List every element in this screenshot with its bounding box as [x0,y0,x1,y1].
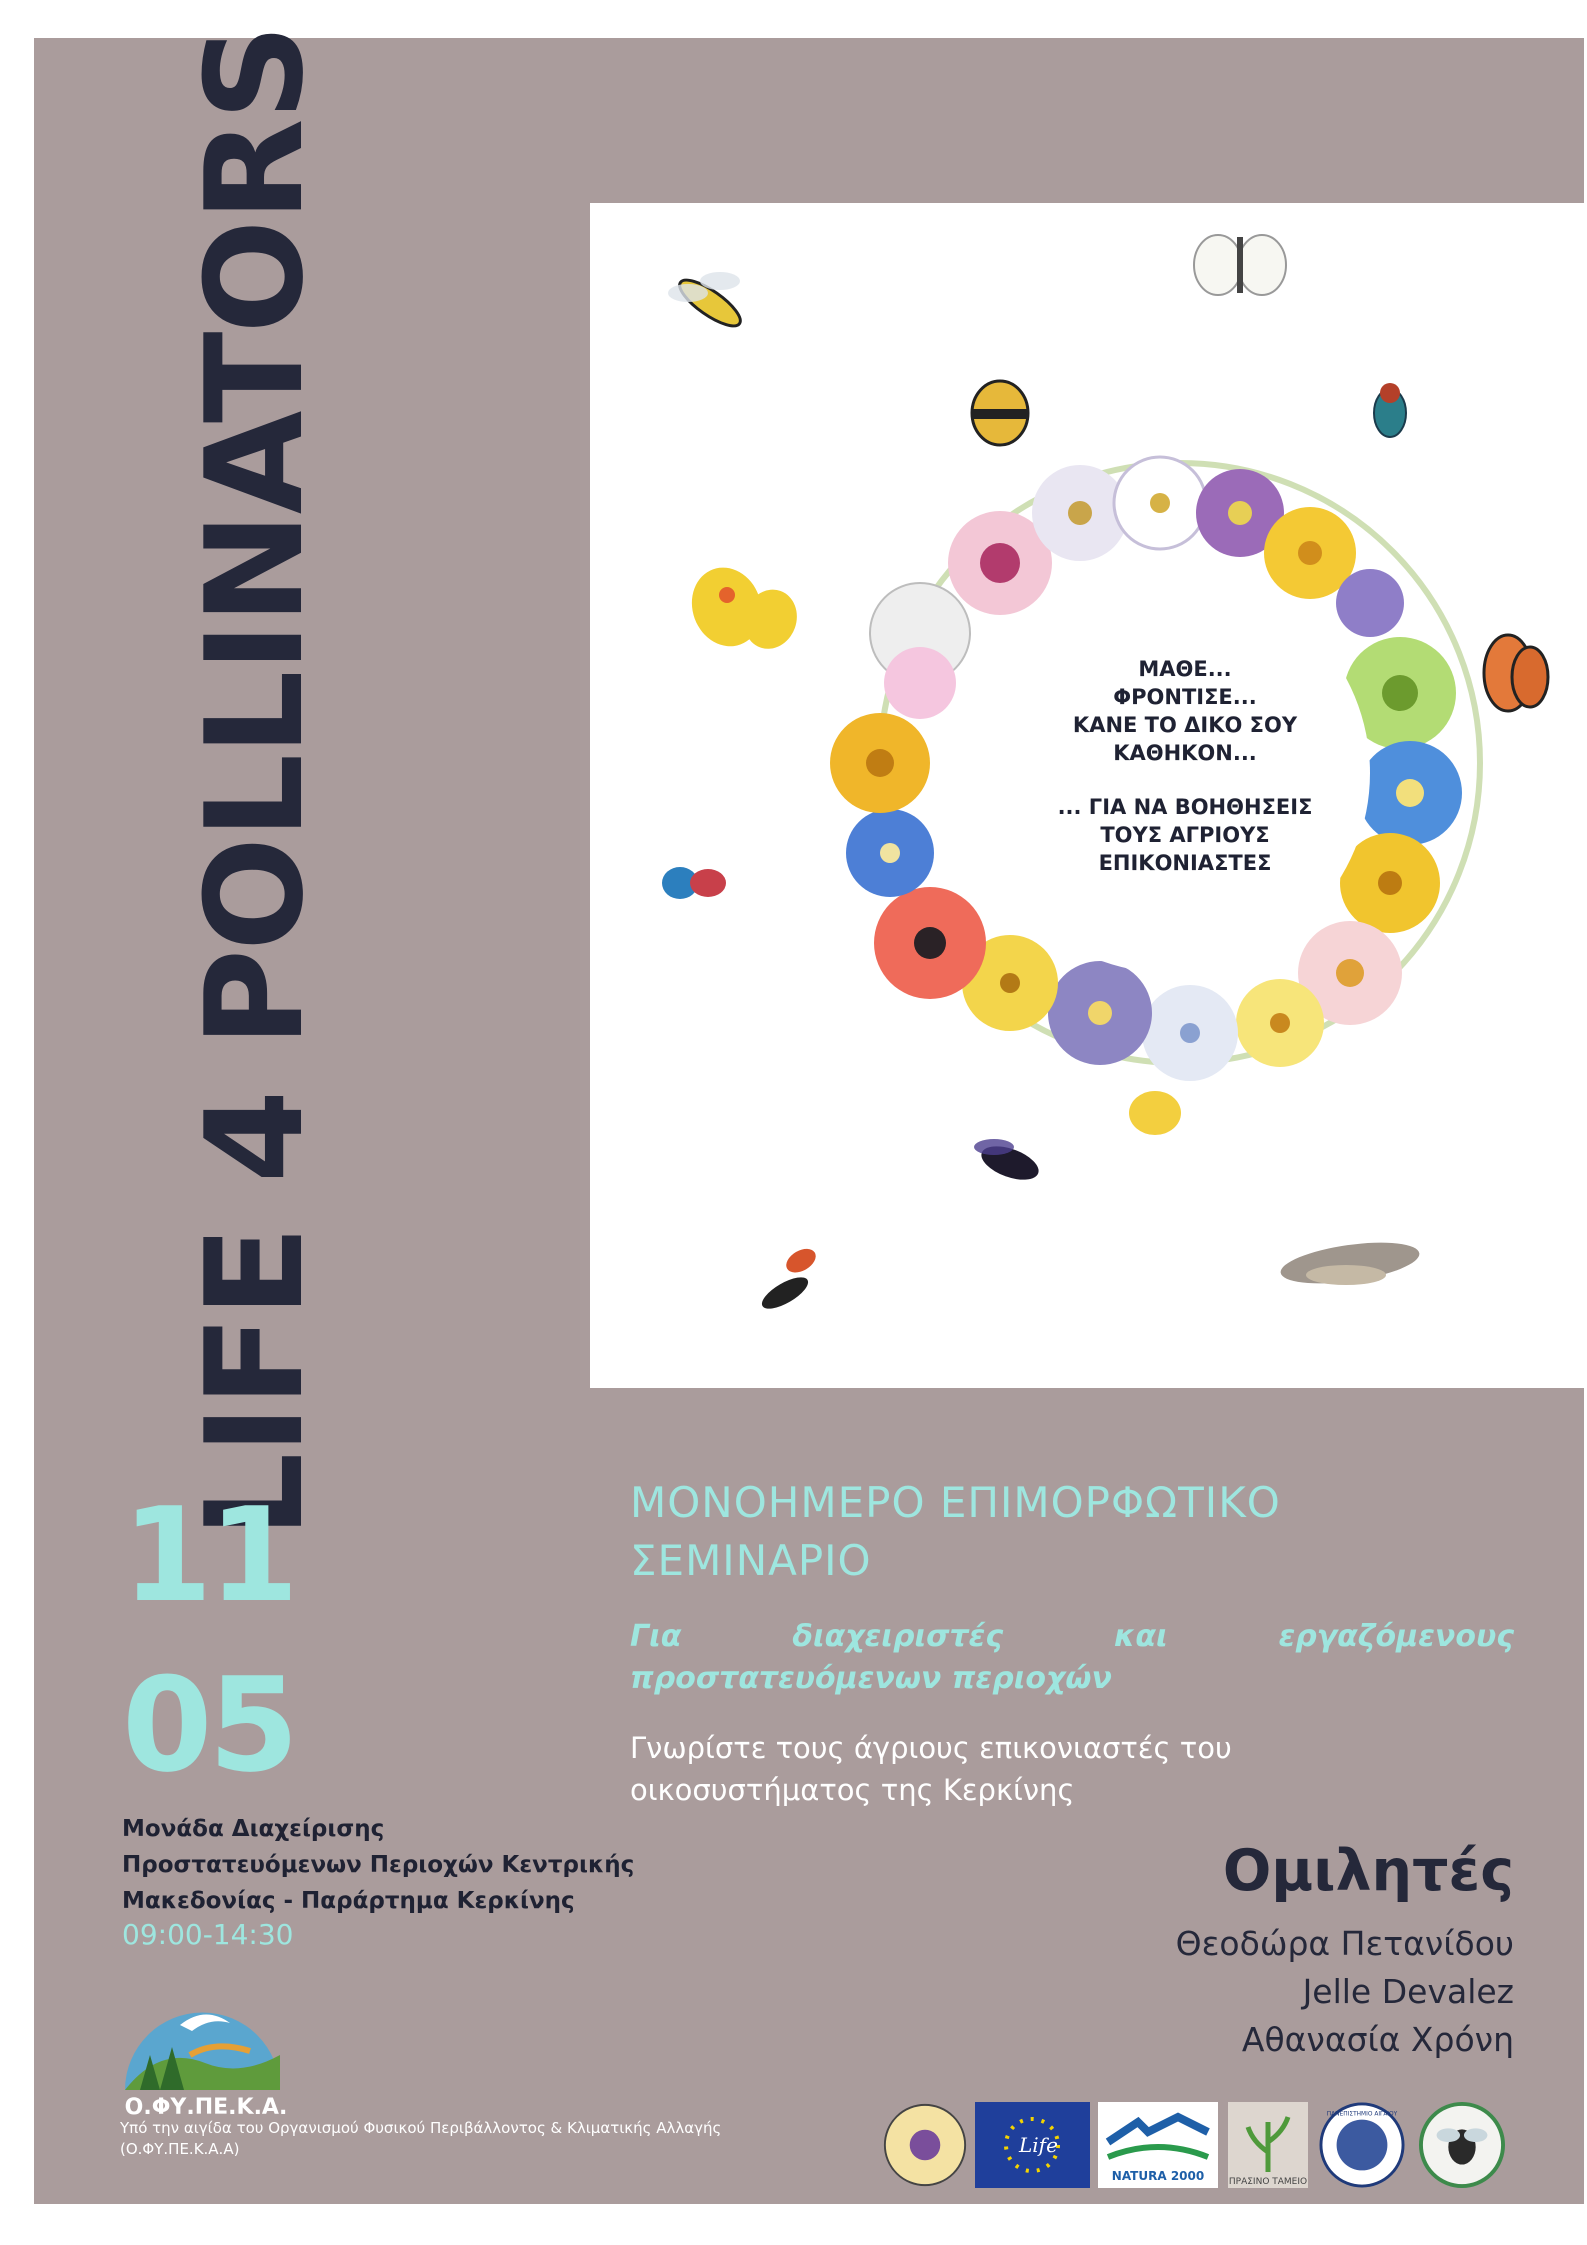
seminar-title-line-2: ΣΕΜΙΝΑΡΙΟ [630,1536,872,1585]
patronage-line-1: Υπό την αιγίδα του Οργανισμού Φυσικού Περιβάλλοντος & Κλιματικής Αλλαγής [120,2119,722,2137]
life4pollinators-logo-icon [880,2102,970,2188]
bee-research-logo-icon [1418,2102,1506,2188]
natura2000-logo-icon [1098,2102,1218,2188]
wreath-slogan [1010,655,1360,877]
audience-word: και [1114,1619,1168,1654]
white-butterfly-icon [1194,235,1286,295]
green-fund-logo-icon [1228,2102,1308,2188]
event-month: 05 [122,1649,295,1801]
painted-lady-butterfly-icon [1484,635,1548,711]
seminar-title [630,1474,1281,1590]
ofypeka-logo-icon [120,1985,285,2095]
ofypeka-logo-label: Ο.ΦΥ.ΠΕ.Κ.Α. [124,2095,288,2120]
audience-word: εργαζόμενους [1278,1619,1514,1654]
project-title: LIFE 4 POLLINATORS [177,25,333,1539]
wreath-line-5: ... ΓΙΑ ΝΑ ΒΟΗΘΗΣΕΙΣ [1057,795,1313,819]
speakers-list [1176,1920,1514,2064]
wasp-icon [668,272,746,333]
description-line-1: Γνωρίστε τους άγριους επικονιαστές του [630,1731,1232,1765]
life-logo-text: Life [1019,2133,1058,2157]
cuckoo-wasp-icon [1374,383,1406,437]
speakers-heading: Ομιλητές [1222,1838,1514,1904]
venue-line-2: Προστατευόμενων Περιοχών Κεντρικής [122,1852,635,1878]
natura-logo-text: NATURA 2000 [1111,2169,1205,2183]
hawk-moth-icon [1278,1235,1422,1290]
event-day: 11 [122,1479,295,1631]
sphecid-wasp-icon [757,1244,819,1315]
seminar-title-line-1: ΜΟΝΟΗΜΕΡΟ ΕΠΙΜΟΡΦΩΤΙΚΟ [630,1478,1281,1527]
speaker-name: Jelle Devalez [1302,1972,1514,2011]
wreath-line-6: ΤΟΥΣ ΑΓΡΙΟΥΣ [1100,823,1270,847]
patronage-line-2: (Ο.ΦΥ.ΠΕ.Κ.Α.Α) [120,2140,240,2158]
aegean-logo-text: ΠΑΝΕΠΙΣΤΗΜΙΟ ΑΙΓΑΙΟΥ [1326,2111,1398,2118]
event-time: 09:00-14:30 [122,1918,294,1951]
venue-line-3: Μακεδονίας - Παράρτημα Κερκίνης [122,1888,575,1914]
description-line-2: οικοσυστήματος της Κερκίνης [630,1773,1075,1807]
audience-word: Για [630,1619,682,1654]
bumblebee-icon [972,381,1028,445]
venue-line-1: Μονάδα Διαχείρισης [122,1816,385,1842]
aegean-university-logo-icon [1318,2102,1406,2188]
project-title-vertical [160,25,350,1539]
patronage-note [120,2118,721,2160]
audience-word: διαχειριστές [792,1619,1004,1654]
target-audience [630,1616,1514,1700]
venue [122,1811,634,1919]
green-fund-logo-text: ΠΡΑΣΙΝΟ ΤΑΜΕΙΟ [1228,2177,1308,2187]
carpenter-bee-icon [974,1139,1043,1186]
wreath-line-3: ΚΑΝΕ ΤΟ ΔΙΚΟ ΣΟΥ [1072,713,1298,737]
jewel-wasp-icon [662,867,726,899]
seminar-description [630,1727,1232,1811]
speaker-name: Αθανασία Χρόνη [1241,2020,1514,2059]
eu-life-logo-icon [975,2102,1090,2188]
speaker-name: Θεοδώρα Πετανίδου [1175,1924,1514,1963]
audience-line-2: προστατευόμενων περιοχών [630,1661,1112,1696]
yellow-butterfly-icon [681,558,805,657]
wreath-line-7: ΕΠΙΚΟΝΙΑΣΤΕΣ [1098,851,1272,875]
wreath-line-4: ΚΑΘΗΚΟΝ... [1113,741,1257,765]
wreath-line-2: ΦΡΟΝΤΙΣΕ... [1113,685,1257,709]
wreath-line-1: ΜΑΘΕ... [1138,657,1232,681]
brimstone-butterfly-icon [1129,1091,1181,1135]
